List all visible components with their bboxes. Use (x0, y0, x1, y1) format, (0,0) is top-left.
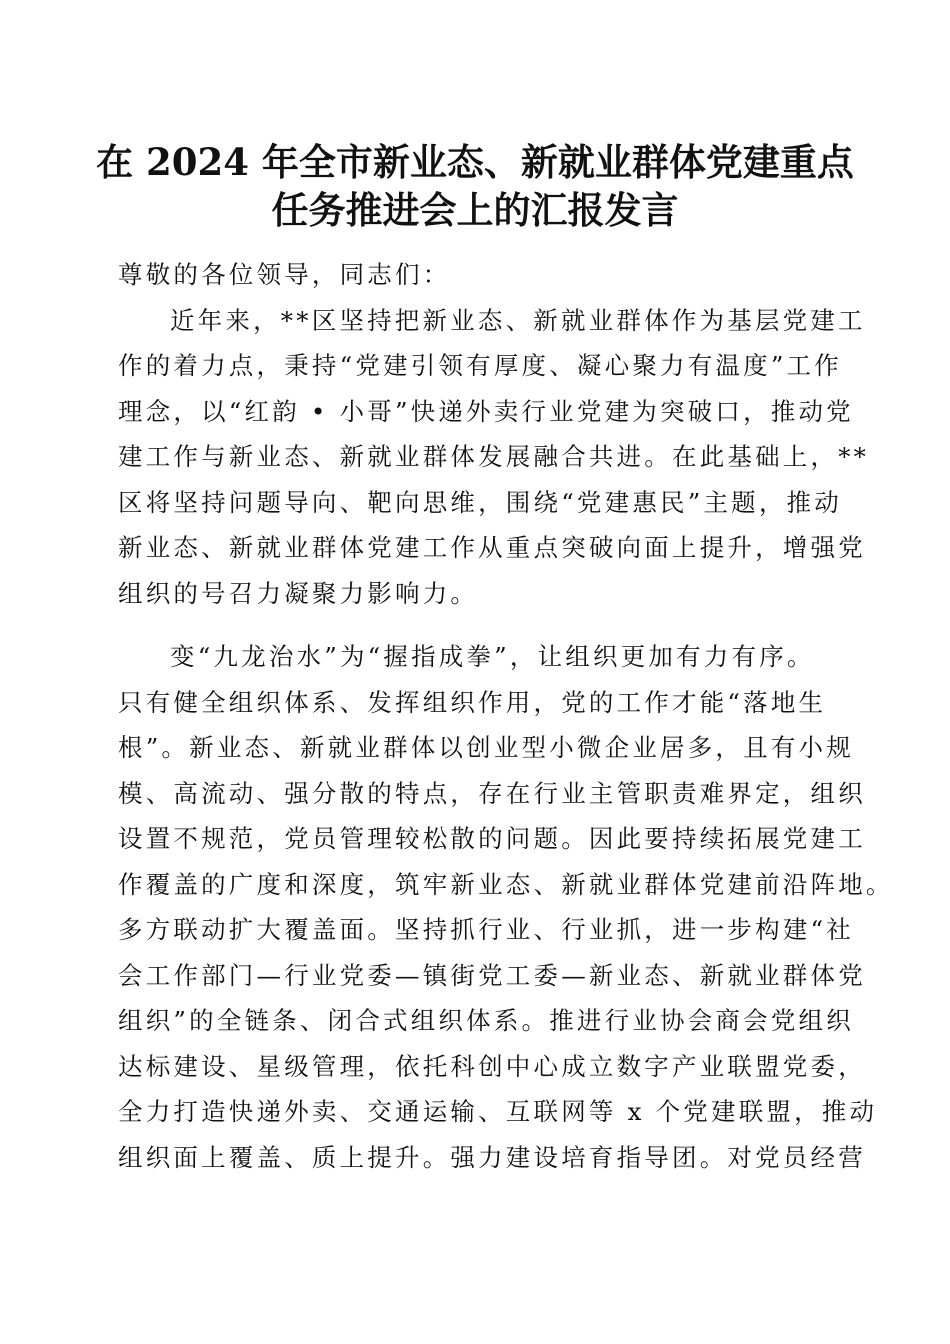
text-line: 组织的号召力凝聚力影响力。 (118, 578, 479, 608)
text-line: 组织面上覆盖、质上提升。强力建设培育指导团。对党员经营 (118, 1142, 866, 1172)
text-line: 达标建设、星级管理，依托科创中心成立数字产业联盟党委， (118, 1051, 866, 1081)
text-line: 会工作部门—行业党委—镇街党工委—新业态、新就业群体党 (118, 960, 866, 990)
text-line: 组织”的全链条、闭合式组织体系。推进行业协会商会党组织 (118, 1006, 854, 1035)
text-line: 作覆盖的广度和深度，筑牢新业态、新就业群体党建前沿阵地。 (118, 869, 894, 899)
title-line: 在 2024 年全市新业态、新就业群体党建重点 (96, 140, 854, 184)
text-line: 全力打造快递外卖、交通运输、互联网等 x 个党建联盟，推动 (118, 1097, 878, 1126)
document-title (80, 138, 870, 234)
text-line: 多方联动扩大覆盖面。坚持抓行业、行业抓，进一步构建“社 (118, 915, 854, 944)
text-line: 根”。新业态、新就业群体以创业型小微企业居多，且有小规 (118, 733, 854, 762)
text-line: 设置不规范，党员管理较松散的问题。因此要持续拓展党建工 (118, 824, 866, 853)
text-line: 变“九龙治水”为“握指成拳”，让组织更加有力有序。 (170, 642, 815, 671)
text-line: 区将坚持问题导向、靶向思维，围绕“党建惠民”主题，推动 (118, 487, 842, 517)
text-line: 理念，以“红韵 • 小哥”快递外卖行业党建为突破口，推动党 (118, 396, 854, 426)
text-line: 只有健全组织体系、发挥组织作用，党的工作才能“落地生 (118, 687, 827, 717)
paragraph-1 (118, 298, 870, 617)
text-line: 建工作与新业态、新就业群体发展融合共进。在此基础上，** (118, 442, 870, 471)
document-body (118, 252, 894, 1180)
text-line: 新业态、新就业群体党建工作从重点突破向面上提升，增强党 (118, 533, 866, 562)
text-line: 作的着力点，秉持“党建引领有厚度、凝心聚力有温度”工作 (118, 351, 842, 380)
text-line: 近年来，**区坚持把新业态、新就业群体作为基层党建工 (170, 305, 866, 335)
paragraph-2 (118, 634, 894, 1180)
text-line: 模、高流动、强分散的特点，存在行业主管职责难界定，组织 (118, 778, 866, 808)
title-line: 任务推进会上的汇报发言 (271, 188, 679, 232)
salutation: 尊敬的各位领导，同志们： (118, 260, 451, 289)
